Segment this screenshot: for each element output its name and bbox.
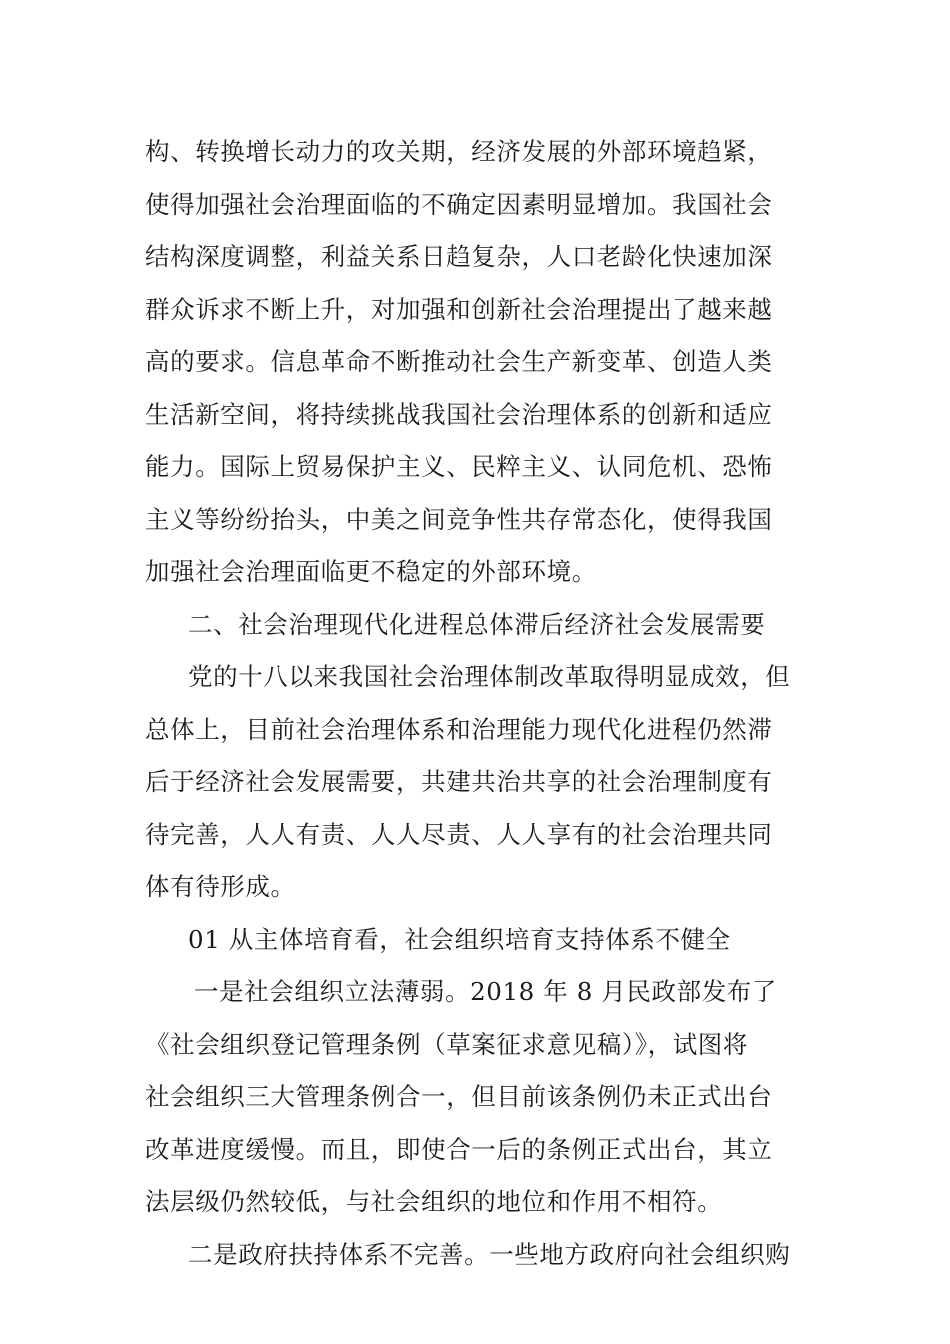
paragraph-line: 社会组织三大管理条例合一，但目前该条例仍未正式出台 xyxy=(145,1082,773,1111)
paragraph-line: 主义等纷纷抬头，中美之间竞争性共存常态化，使得我国 xyxy=(145,504,773,534)
paragraph-line: 《社会组织登记管理条例（草案征求意见稿）》，试图将 xyxy=(145,1029,748,1059)
paragraph-line: 二是政府扶持体系不完善。一些地方政府向社会组织购 xyxy=(188,1239,791,1269)
paragraph-line: 高的要求。信息革命不断推动社会生产新变革、创造人类 xyxy=(145,347,773,376)
paragraph-line: 群众诉求不断上升，对加强和创新社会治理提出了越来越 xyxy=(145,294,773,324)
paragraph-line: 待完善，人人有责、人人尽责、人人享有的社会治理共同 xyxy=(145,819,773,849)
paragraph-line: 一是社会组织立法薄弱。2018 年 8 月民政部发布了 xyxy=(194,977,777,1006)
paragraph-line: 使得加强社会治理面临的不确定因素明显增加。我国社会 xyxy=(145,189,773,219)
paragraph-line: 能力。国际上贸易保护主义、民粹主义、认同危机、恐怖 xyxy=(145,452,773,481)
paragraph-line: 后于经济社会发展需要，共建共治共享的社会治理制度有 xyxy=(145,767,773,796)
paragraph-line: 改革进度缓慢。而且，即使合一后的条例正式出台，其立 xyxy=(145,1134,773,1164)
paragraph-line: 结构深度调整，利益关系日趋复杂，人口老龄化快速加深 xyxy=(145,242,773,271)
section-heading: 二、社会治理现代化进程总体滞后经济社会发展需要 xyxy=(188,609,766,639)
paragraph-line: 体有待形成。 xyxy=(145,872,296,901)
paragraph-line: 生活新空间，将持续挑战我国社会治理体系的创新和适应 xyxy=(145,399,773,429)
paragraph-line: 加强社会治理面临更不稳定的外部环境。 xyxy=(145,557,597,586)
paragraph-line: 法层级仍然较低，与社会组织的地位和作用不相符。 xyxy=(145,1187,723,1216)
paragraph-line: 总体上，目前社会治理体系和治理能力现代化进程仍然滞 xyxy=(145,714,773,744)
paragraph-line: 构、转换增长动力的攻关期，经济发展的外部环境趋紧， xyxy=(145,137,773,166)
paragraph-line: 党的十八以来我国社会治理体制改革取得明显成效，但 xyxy=(188,662,791,691)
document-body xyxy=(145,126,825,1281)
subsection-heading: 01 从主体培育看，社会组织培育支持体系不健全 xyxy=(188,924,731,954)
